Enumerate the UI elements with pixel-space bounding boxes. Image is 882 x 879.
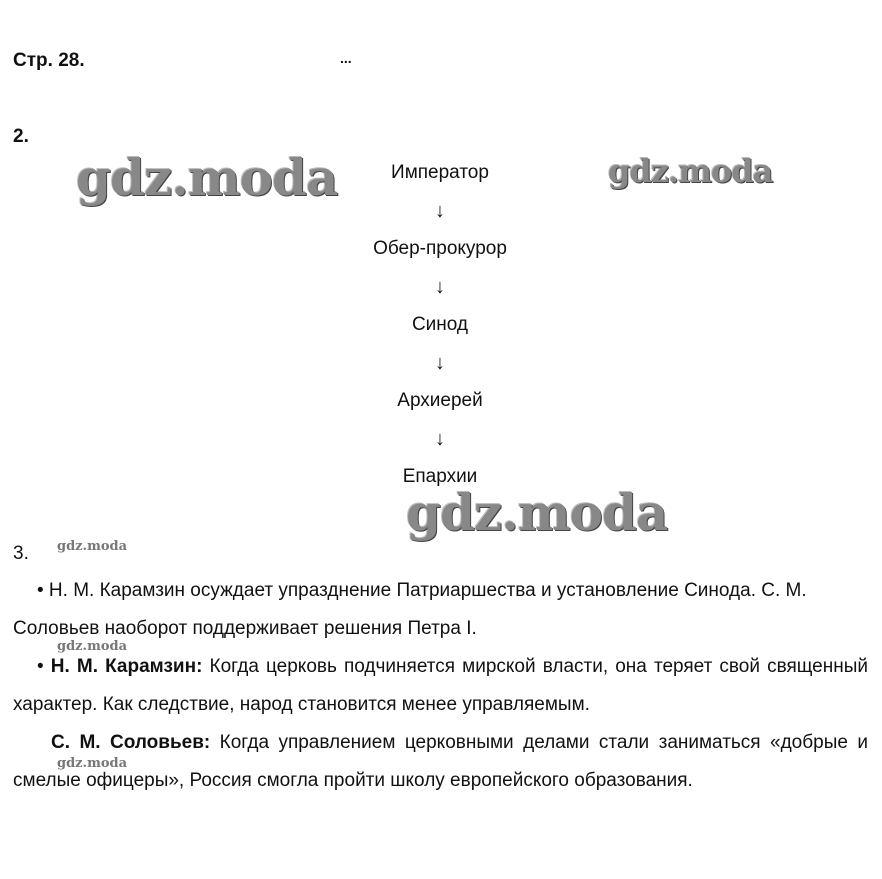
watermark: gdz.moda bbox=[406, 483, 668, 542]
scheme-item-archbishop: Архиерей bbox=[397, 390, 483, 411]
scheme-item-eparchies: Епархии bbox=[402, 466, 478, 487]
scheme-item-emperor: Император bbox=[391, 162, 489, 183]
arrow-down-icon: ↓ bbox=[435, 200, 445, 222]
task-3-answer bbox=[13, 572, 868, 800]
author-karamzin: Н. М. Карамзин: bbox=[50, 656, 203, 677]
scheme-item-synod: Синод bbox=[411, 314, 469, 335]
arrow-down-icon: ↓ bbox=[435, 428, 445, 450]
watermark: gdz.moda bbox=[57, 539, 128, 554]
watermark: gdz.moda bbox=[57, 639, 128, 654]
task-2-number: 2. bbox=[13, 126, 29, 147]
page-title: Стр. 28. bbox=[13, 50, 85, 71]
scheme-item-ober-procurator: Обер-прокурор bbox=[373, 238, 507, 259]
arrow-down-icon: ↓ bbox=[435, 352, 445, 374]
task-3-number: 3. bbox=[13, 543, 29, 564]
author-solovyov: С. М. Соловьев: bbox=[51, 732, 211, 753]
paragraph-1: • Н. М. Карамзин осуждает упразднение Патриаршества и установление Синода. С. М. Соловьев наоборот поддерживает решения Петра I. bbox=[13, 580, 807, 639]
arrow-down-icon: ↓ bbox=[435, 276, 445, 298]
paragraph-3: С. М. Соловьев: Когда управлением церковными делами стали заниматься «добрые и смелые офицеры», Россия смогла пройти школу европейского образования. bbox=[13, 732, 868, 791]
watermark: gdz.moda bbox=[76, 148, 338, 207]
watermark: gdz.moda bbox=[57, 756, 128, 771]
ellipsis: ... bbox=[340, 50, 352, 66]
watermark: gdz.moda bbox=[608, 152, 773, 190]
paragraph-2: • Н. М. Карамзин: Когда церковь подчиняется мирской власти, она теряет свой священный характер. Как следствие, народ становится менее управляемым. bbox=[13, 656, 868, 715]
